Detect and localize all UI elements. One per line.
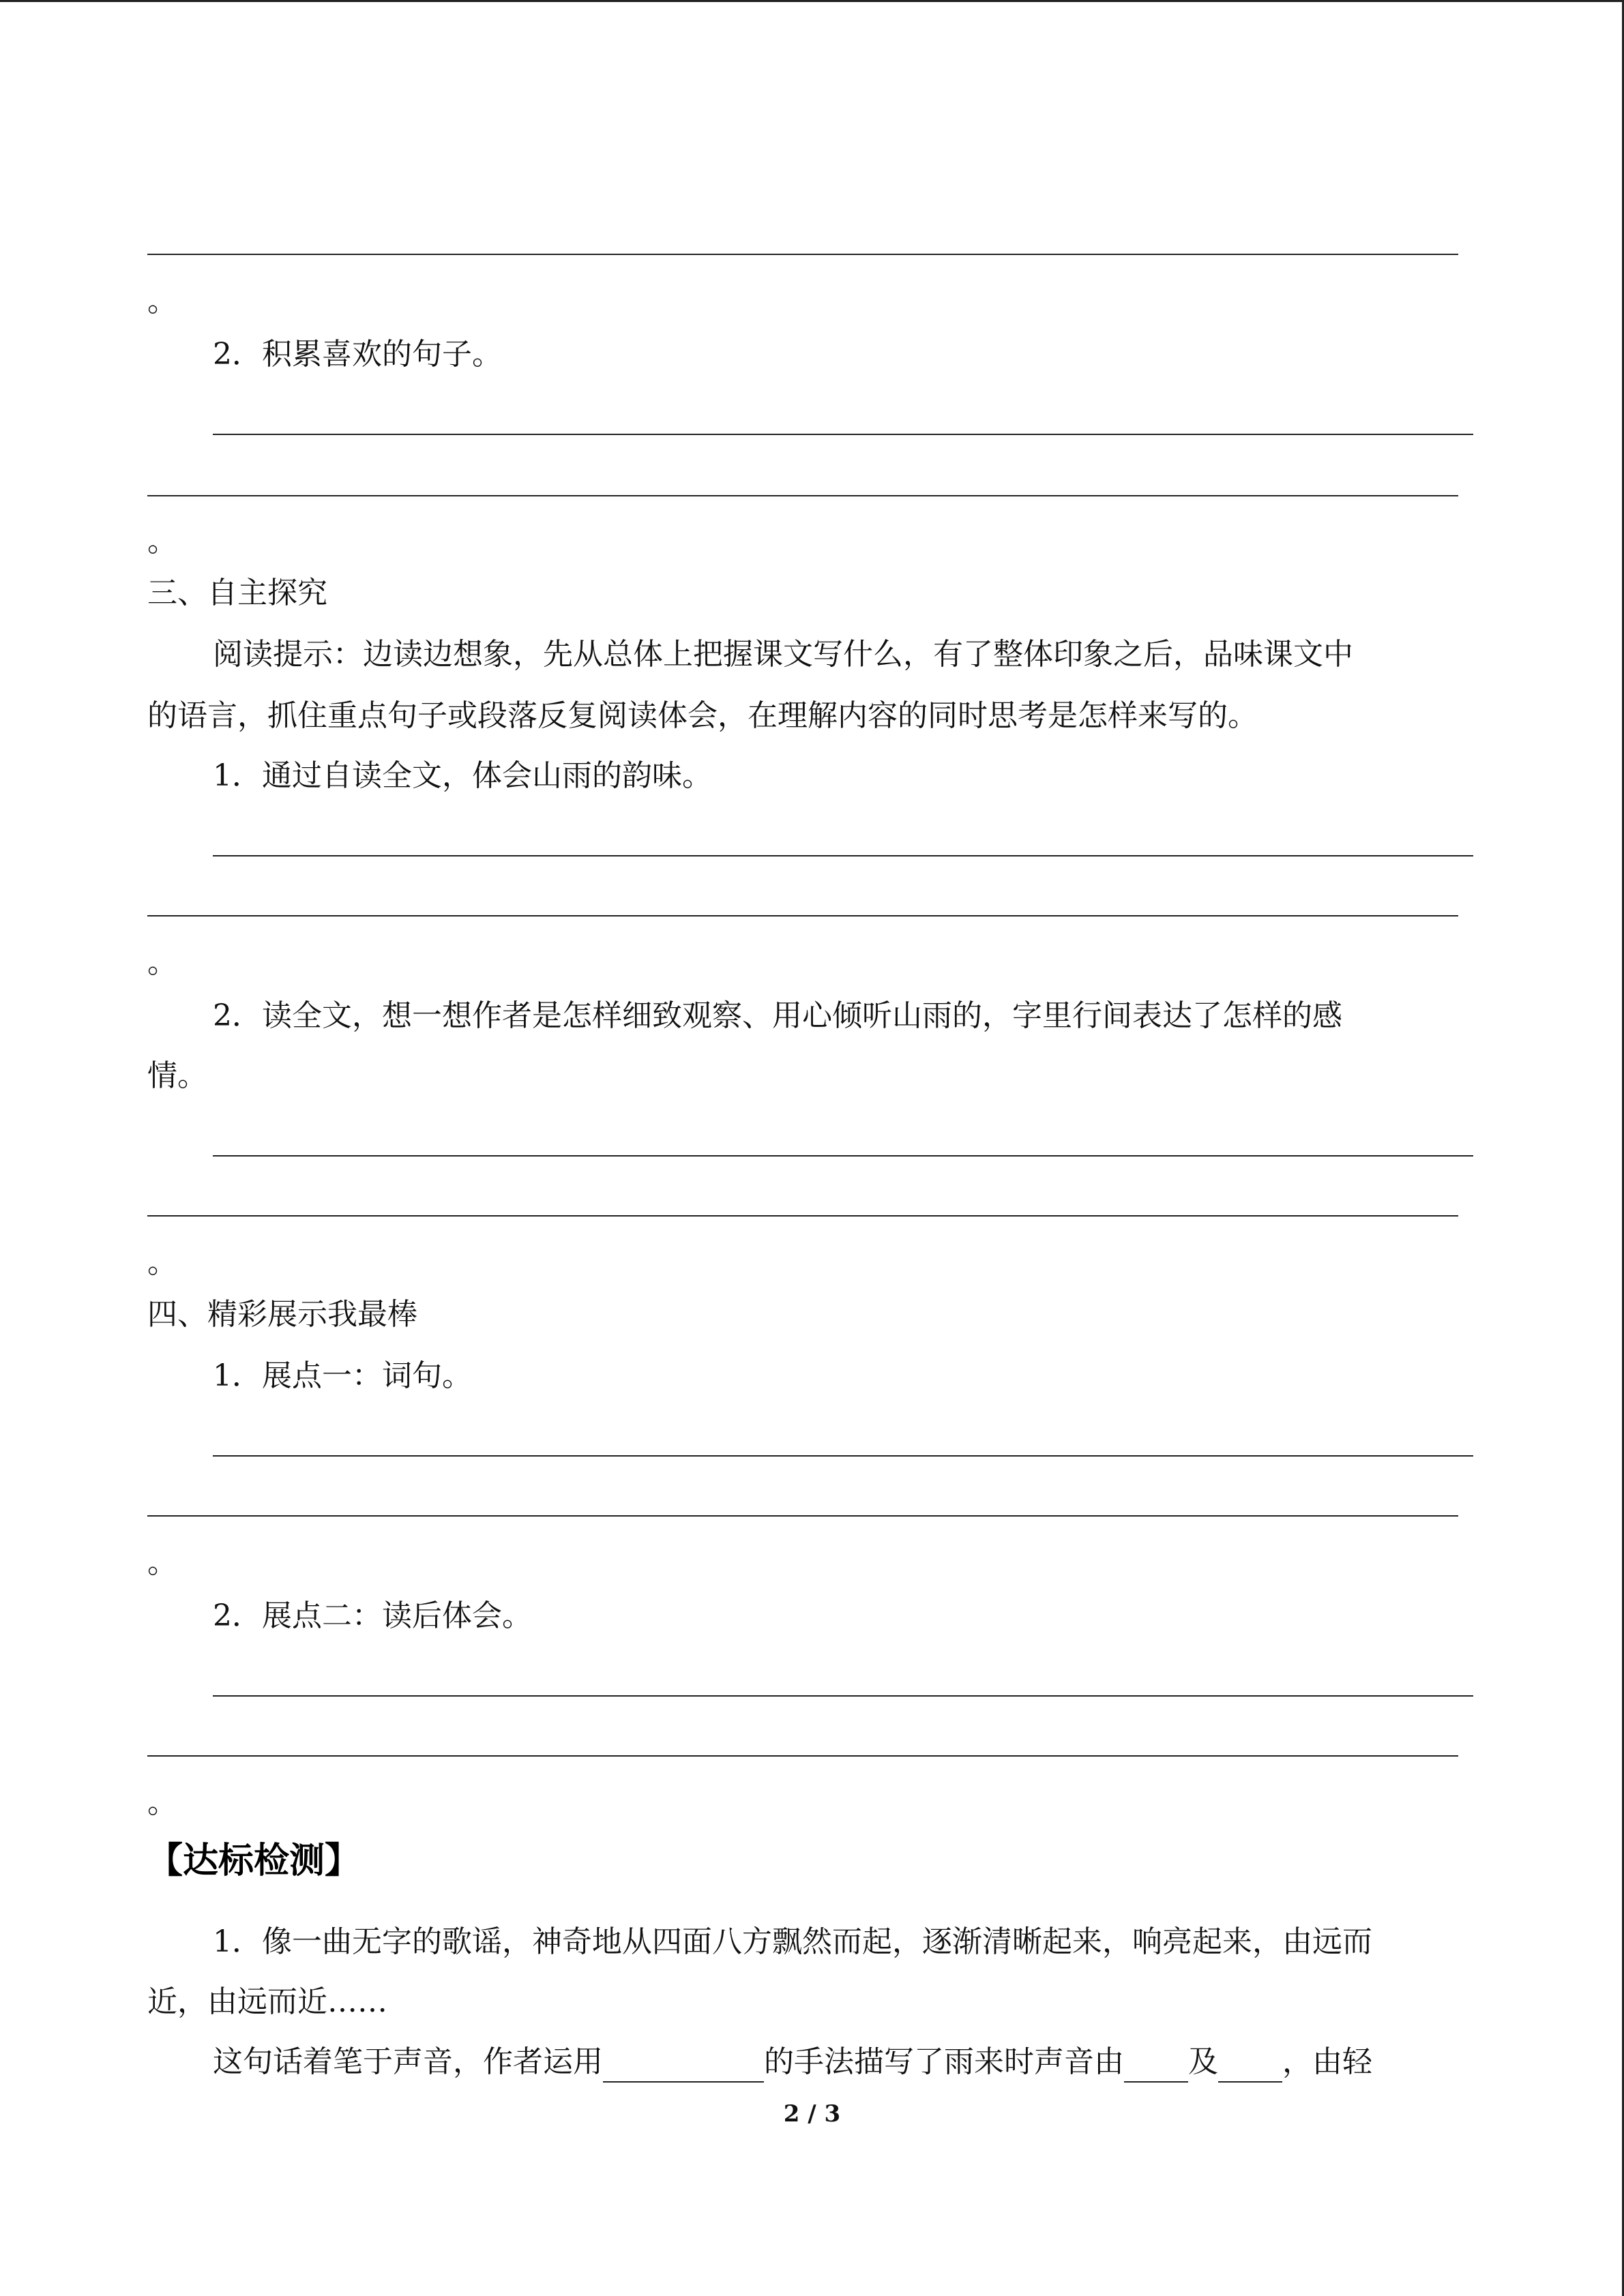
line-end-period: 。 bbox=[147, 524, 177, 558]
line-end-period: 。 bbox=[147, 1245, 177, 1280]
fill-blank-from[interactable] bbox=[1124, 2050, 1188, 2083]
reading-tip-line-2: 的语言，抓住重点句子或段落反复阅读体会，在理解内容的同时思考是怎样来写的。 bbox=[147, 698, 1258, 733]
answer-line[interactable] bbox=[213, 1155, 1473, 1157]
answer-line[interactable] bbox=[147, 1515, 1458, 1517]
line-end-period: 。 bbox=[147, 945, 177, 980]
fill-text-part-2: 的手法描写了雨来时声音由 bbox=[764, 2044, 1124, 2079]
line-end-period: 。 bbox=[147, 1785, 177, 1820]
fill-blank-technique[interactable] bbox=[603, 2050, 764, 2083]
question-observe-listen-line-1: 2．读全文，想一想作者是怎样细致观察、用心倾听山雨的，字里行间表达了怎样的感 bbox=[213, 998, 1342, 1033]
answer-line[interactable] bbox=[213, 855, 1473, 856]
answer-line[interactable] bbox=[213, 434, 1473, 435]
check-question-line-1: 1．像一曲无字的歌谣，神奇地从四面八方飘然而起，逐渐清晰起来，响亮起来，由远而 bbox=[213, 1924, 1372, 1959]
answer-line[interactable] bbox=[213, 1695, 1473, 1697]
answer-line[interactable] bbox=[147, 495, 1458, 496]
answer-line[interactable] bbox=[147, 915, 1458, 916]
reading-tip-line-1: 阅读提示：边读边想象，先从总体上把握课文写什么，有了整体印象之后，品味课文中 bbox=[213, 637, 1353, 672]
fill-text-part-4: ，由轻 bbox=[1282, 2044, 1372, 2079]
fill-text-part-3: 及 bbox=[1188, 2044, 1218, 2079]
question-observe-listen-line-2: 情。 bbox=[147, 1058, 207, 1093]
answer-line[interactable] bbox=[213, 1455, 1473, 1457]
show-point-words: 1．展点一：词句。 bbox=[213, 1358, 472, 1393]
line-end-period: 。 bbox=[147, 284, 177, 318]
check-heading: 【达标检测】 bbox=[147, 1840, 361, 1881]
show-point-reflection: 2．展点二：读后体会。 bbox=[213, 1598, 532, 1633]
check-fill-in-sentence bbox=[213, 2042, 1372, 2083]
question-accumulate-sentences: 2．积累喜欢的句子。 bbox=[213, 337, 502, 372]
answer-line[interactable] bbox=[147, 1215, 1458, 1217]
section-title-showcase: 四、精彩展示我最棒 bbox=[147, 1297, 417, 1332]
check-question-line-2: 近，由远而近…… bbox=[147, 1984, 387, 2019]
line-end-period: 。 bbox=[147, 1545, 177, 1580]
question-read-full-text: 1．通过自读全文，体会山雨的韵味。 bbox=[213, 758, 712, 793]
answer-line[interactable] bbox=[147, 1755, 1458, 1757]
fill-text-part-1: 这句话着笔于声音，作者运用 bbox=[213, 2044, 603, 2079]
section-title-explore: 三、自主探究 bbox=[147, 576, 327, 610]
fill-blank-to[interactable] bbox=[1218, 2050, 1282, 2083]
page-number: 2 / 3 bbox=[783, 2100, 841, 2128]
answer-line[interactable] bbox=[147, 254, 1458, 255]
